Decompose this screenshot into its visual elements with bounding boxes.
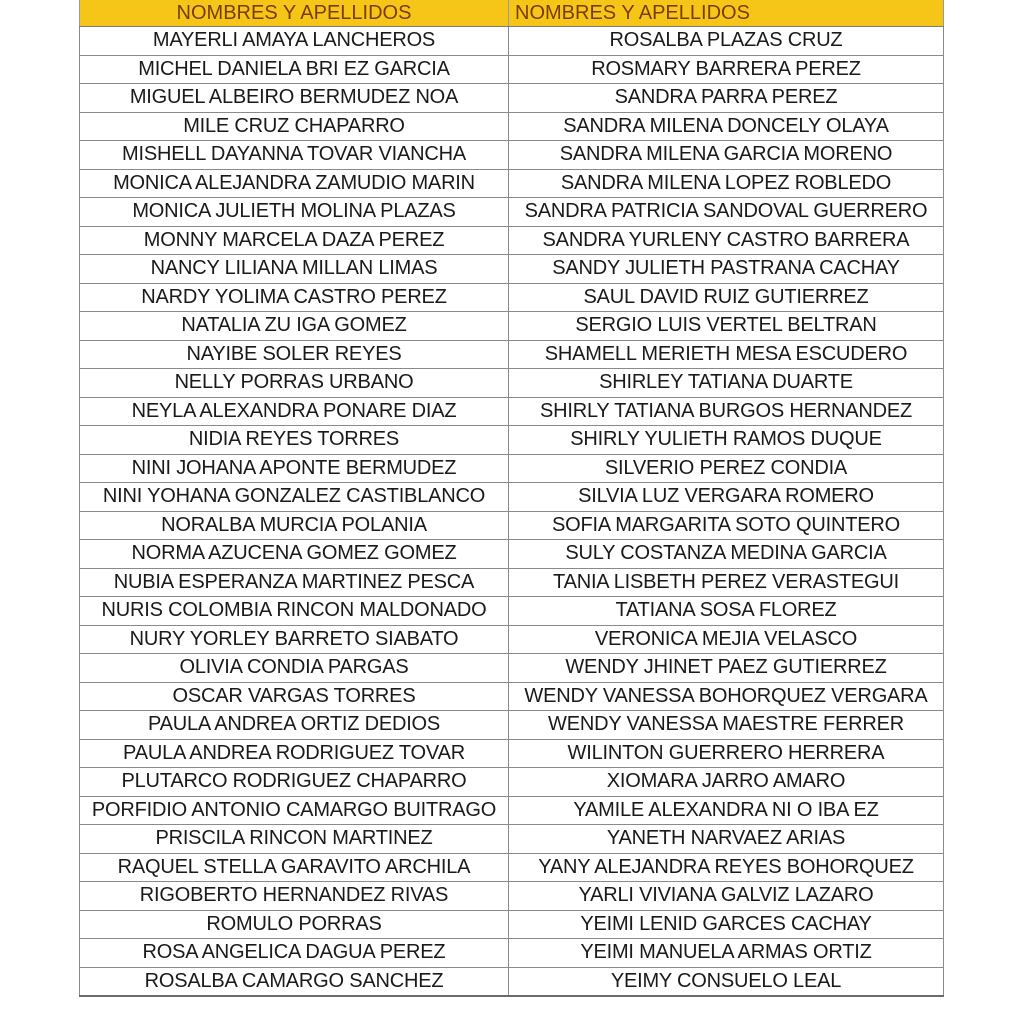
name-cell-right: TATIANA SOSA FLOREZ bbox=[509, 597, 944, 626]
table-row bbox=[80, 454, 944, 483]
name-cell-left: NEYLA ALEXANDRA PONARE DIAZ bbox=[80, 397, 509, 426]
table-row bbox=[80, 169, 944, 198]
table-row bbox=[80, 625, 944, 654]
table-row bbox=[80, 739, 944, 768]
table-row bbox=[80, 112, 944, 141]
column-header-left: NOMBRES Y APELLIDOS bbox=[80, 0, 509, 27]
name-cell-left: NAYIBE SOLER REYES bbox=[80, 340, 509, 369]
name-cell-left: MICHEL DANIELA BRI EZ GARCIA bbox=[80, 55, 509, 84]
name-cell-left: ROSALBA CAMARGO SANCHEZ bbox=[80, 967, 509, 996]
name-cell-left: ROMULO PORRAS bbox=[80, 910, 509, 939]
name-cell-left: NURIS COLOMBIA RINCON MALDONADO bbox=[80, 597, 509, 626]
name-cell-left: NARDY YOLIMA CASTRO PEREZ bbox=[80, 283, 509, 312]
name-cell-left: NATALIA ZU IGA GOMEZ bbox=[80, 312, 509, 341]
name-cell-right: WENDY JHINET PAEZ GUTIERREZ bbox=[509, 654, 944, 683]
table-row bbox=[80, 511, 944, 540]
name-cell-left: RIGOBERTO HERNANDEZ RIVAS bbox=[80, 882, 509, 911]
name-cell-right: SHIRLEY TATIANA DUARTE bbox=[509, 369, 944, 398]
name-cell-left: MONICA JULIETH MOLINA PLAZAS bbox=[80, 198, 509, 227]
name-cell-right: SILVERIO PEREZ CONDIA bbox=[509, 454, 944, 483]
table-row bbox=[80, 340, 944, 369]
name-cell-left: OLIVIA CONDIA PARGAS bbox=[80, 654, 509, 683]
table-row bbox=[80, 711, 944, 740]
header-row bbox=[80, 0, 944, 27]
name-cell-right: ROSMARY BARRERA PEREZ bbox=[509, 55, 944, 84]
name-cell-right: YEIMI LENID GARCES CACHAY bbox=[509, 910, 944, 939]
name-cell-left: NORALBA MURCIA POLANIA bbox=[80, 511, 509, 540]
name-cell-right: SANDRA PATRICIA SANDOVAL GUERRERO bbox=[509, 198, 944, 227]
table-row bbox=[80, 682, 944, 711]
name-cell-left: NIDIA REYES TORRES bbox=[80, 426, 509, 455]
name-cell-right: YEIMI MANUELA ARMAS ORTIZ bbox=[509, 939, 944, 968]
table-row bbox=[80, 967, 944, 996]
name-cell-left: NINI JOHANA APONTE BERMUDEZ bbox=[80, 454, 509, 483]
name-cell-right: SULY COSTANZA MEDINA GARCIA bbox=[509, 540, 944, 569]
name-cell-left: PRISCILA RINCON MARTINEZ bbox=[80, 825, 509, 854]
table-row bbox=[80, 882, 944, 911]
name-cell-right: XIOMARA JARRO AMARO bbox=[509, 768, 944, 797]
table-row bbox=[80, 312, 944, 341]
name-cell-left: NURY YORLEY BARRETO SIABATO bbox=[80, 625, 509, 654]
names-table bbox=[79, 0, 944, 997]
table-row bbox=[80, 369, 944, 398]
name-cell-left: NANCY LILIANA MILLAN LIMAS bbox=[80, 255, 509, 284]
table-row bbox=[80, 27, 944, 56]
name-cell-left: MILE CRUZ CHAPARRO bbox=[80, 112, 509, 141]
name-cell-right: WENDY VANESSA MAESTRE FERRER bbox=[509, 711, 944, 740]
name-cell-left: PAULA ANDREA ORTIZ DEDIOS bbox=[80, 711, 509, 740]
name-cell-left: MAYERLI AMAYA LANCHEROS bbox=[80, 27, 509, 56]
name-cell-right: YAMILE ALEXANDRA NI O IBA EZ bbox=[509, 796, 944, 825]
name-cell-left: MONICA ALEJANDRA ZAMUDIO MARIN bbox=[80, 169, 509, 198]
table-row bbox=[80, 141, 944, 170]
name-cell-right: SANDRA PARRA PEREZ bbox=[509, 84, 944, 113]
name-cell-right: SHIRLY YULIETH RAMOS DUQUE bbox=[509, 426, 944, 455]
table-row bbox=[80, 910, 944, 939]
table-row bbox=[80, 283, 944, 312]
name-cell-left: OSCAR VARGAS TORRES bbox=[80, 682, 509, 711]
name-cell-right: YARLI VIVIANA GALVIZ LAZARO bbox=[509, 882, 944, 911]
name-cell-left: NUBIA ESPERANZA MARTINEZ PESCA bbox=[80, 568, 509, 597]
table-row bbox=[80, 825, 944, 854]
table-row bbox=[80, 939, 944, 968]
name-cell-right: WENDY VANESSA BOHORQUEZ VERGARA bbox=[509, 682, 944, 711]
name-cell-right: SANDRA MILENA LOPEZ ROBLEDO bbox=[509, 169, 944, 198]
name-cell-left: PAULA ANDREA RODRIGUEZ TOVAR bbox=[80, 739, 509, 768]
name-cell-right: SHAMELL MERIETH MESA ESCUDERO bbox=[509, 340, 944, 369]
table-row bbox=[80, 853, 944, 882]
name-cell-left: ROSA ANGELICA DAGUA PEREZ bbox=[80, 939, 509, 968]
name-cell-left: PLUTARCO RODRIGUEZ CHAPARRO bbox=[80, 768, 509, 797]
name-cell-right: TANIA LISBETH PEREZ VERASTEGUI bbox=[509, 568, 944, 597]
name-cell-right: SHIRLY TATIANA BURGOS HERNANDEZ bbox=[509, 397, 944, 426]
name-cell-right: SERGIO LUIS VERTEL BELTRAN bbox=[509, 312, 944, 341]
table-row bbox=[80, 597, 944, 626]
table-row bbox=[80, 198, 944, 227]
name-cell-right: VERONICA MEJIA VELASCO bbox=[509, 625, 944, 654]
name-cell-right: SOFIA MARGARITA SOTO QUINTERO bbox=[509, 511, 944, 540]
table-row bbox=[80, 84, 944, 113]
name-cell-right: YANY ALEJANDRA REYES BOHORQUEZ bbox=[509, 853, 944, 882]
table-row bbox=[80, 397, 944, 426]
table-row bbox=[80, 426, 944, 455]
name-cell-right: SANDY JULIETH PASTRANA CACHAY bbox=[509, 255, 944, 284]
name-cell-left: MISHELL DAYANNA TOVAR VIANCHA bbox=[80, 141, 509, 170]
name-cell-right: YEIMY CONSUELO LEAL bbox=[509, 967, 944, 996]
name-cell-right: SANDRA MILENA DONCELY OLAYA bbox=[509, 112, 944, 141]
name-cell-left: MIGUEL ALBEIRO BERMUDEZ NOA bbox=[80, 84, 509, 113]
table-row bbox=[80, 568, 944, 597]
table-row bbox=[80, 483, 944, 512]
name-cell-left: MONNY MARCELA DAZA PEREZ bbox=[80, 226, 509, 255]
name-cell-right: ROSALBA PLAZAS CRUZ bbox=[509, 27, 944, 56]
table-row bbox=[80, 654, 944, 683]
name-cell-left: NELLY PORRAS URBANO bbox=[80, 369, 509, 398]
table-row bbox=[80, 55, 944, 84]
table-row bbox=[80, 768, 944, 797]
table-row bbox=[80, 226, 944, 255]
name-cell-right: SAUL DAVID RUIZ GUTIERREZ bbox=[509, 283, 944, 312]
name-cell-right: SANDRA YURLENY CASTRO BARRERA bbox=[509, 226, 944, 255]
names-table-body bbox=[80, 27, 944, 997]
table-row bbox=[80, 796, 944, 825]
table-row bbox=[80, 540, 944, 569]
name-cell-left: RAQUEL STELLA GARAVITO ARCHILA bbox=[80, 853, 509, 882]
name-cell-right: WILINTON GUERRERO HERRERA bbox=[509, 739, 944, 768]
name-cell-left: PORFIDIO ANTONIO CAMARGO BUITRAGO bbox=[80, 796, 509, 825]
column-header-right: NOMBRES Y APELLIDOS bbox=[509, 0, 944, 27]
name-cell-right: YANETH NARVAEZ ARIAS bbox=[509, 825, 944, 854]
table-row bbox=[80, 255, 944, 284]
name-cell-left: NORMA AZUCENA GOMEZ GOMEZ bbox=[80, 540, 509, 569]
name-cell-right: SANDRA MILENA GARCIA MORENO bbox=[509, 141, 944, 170]
name-cell-right: SILVIA LUZ VERGARA ROMERO bbox=[509, 483, 944, 512]
name-cell-left: NINI YOHANA GONZALEZ CASTIBLANCO bbox=[80, 483, 509, 512]
